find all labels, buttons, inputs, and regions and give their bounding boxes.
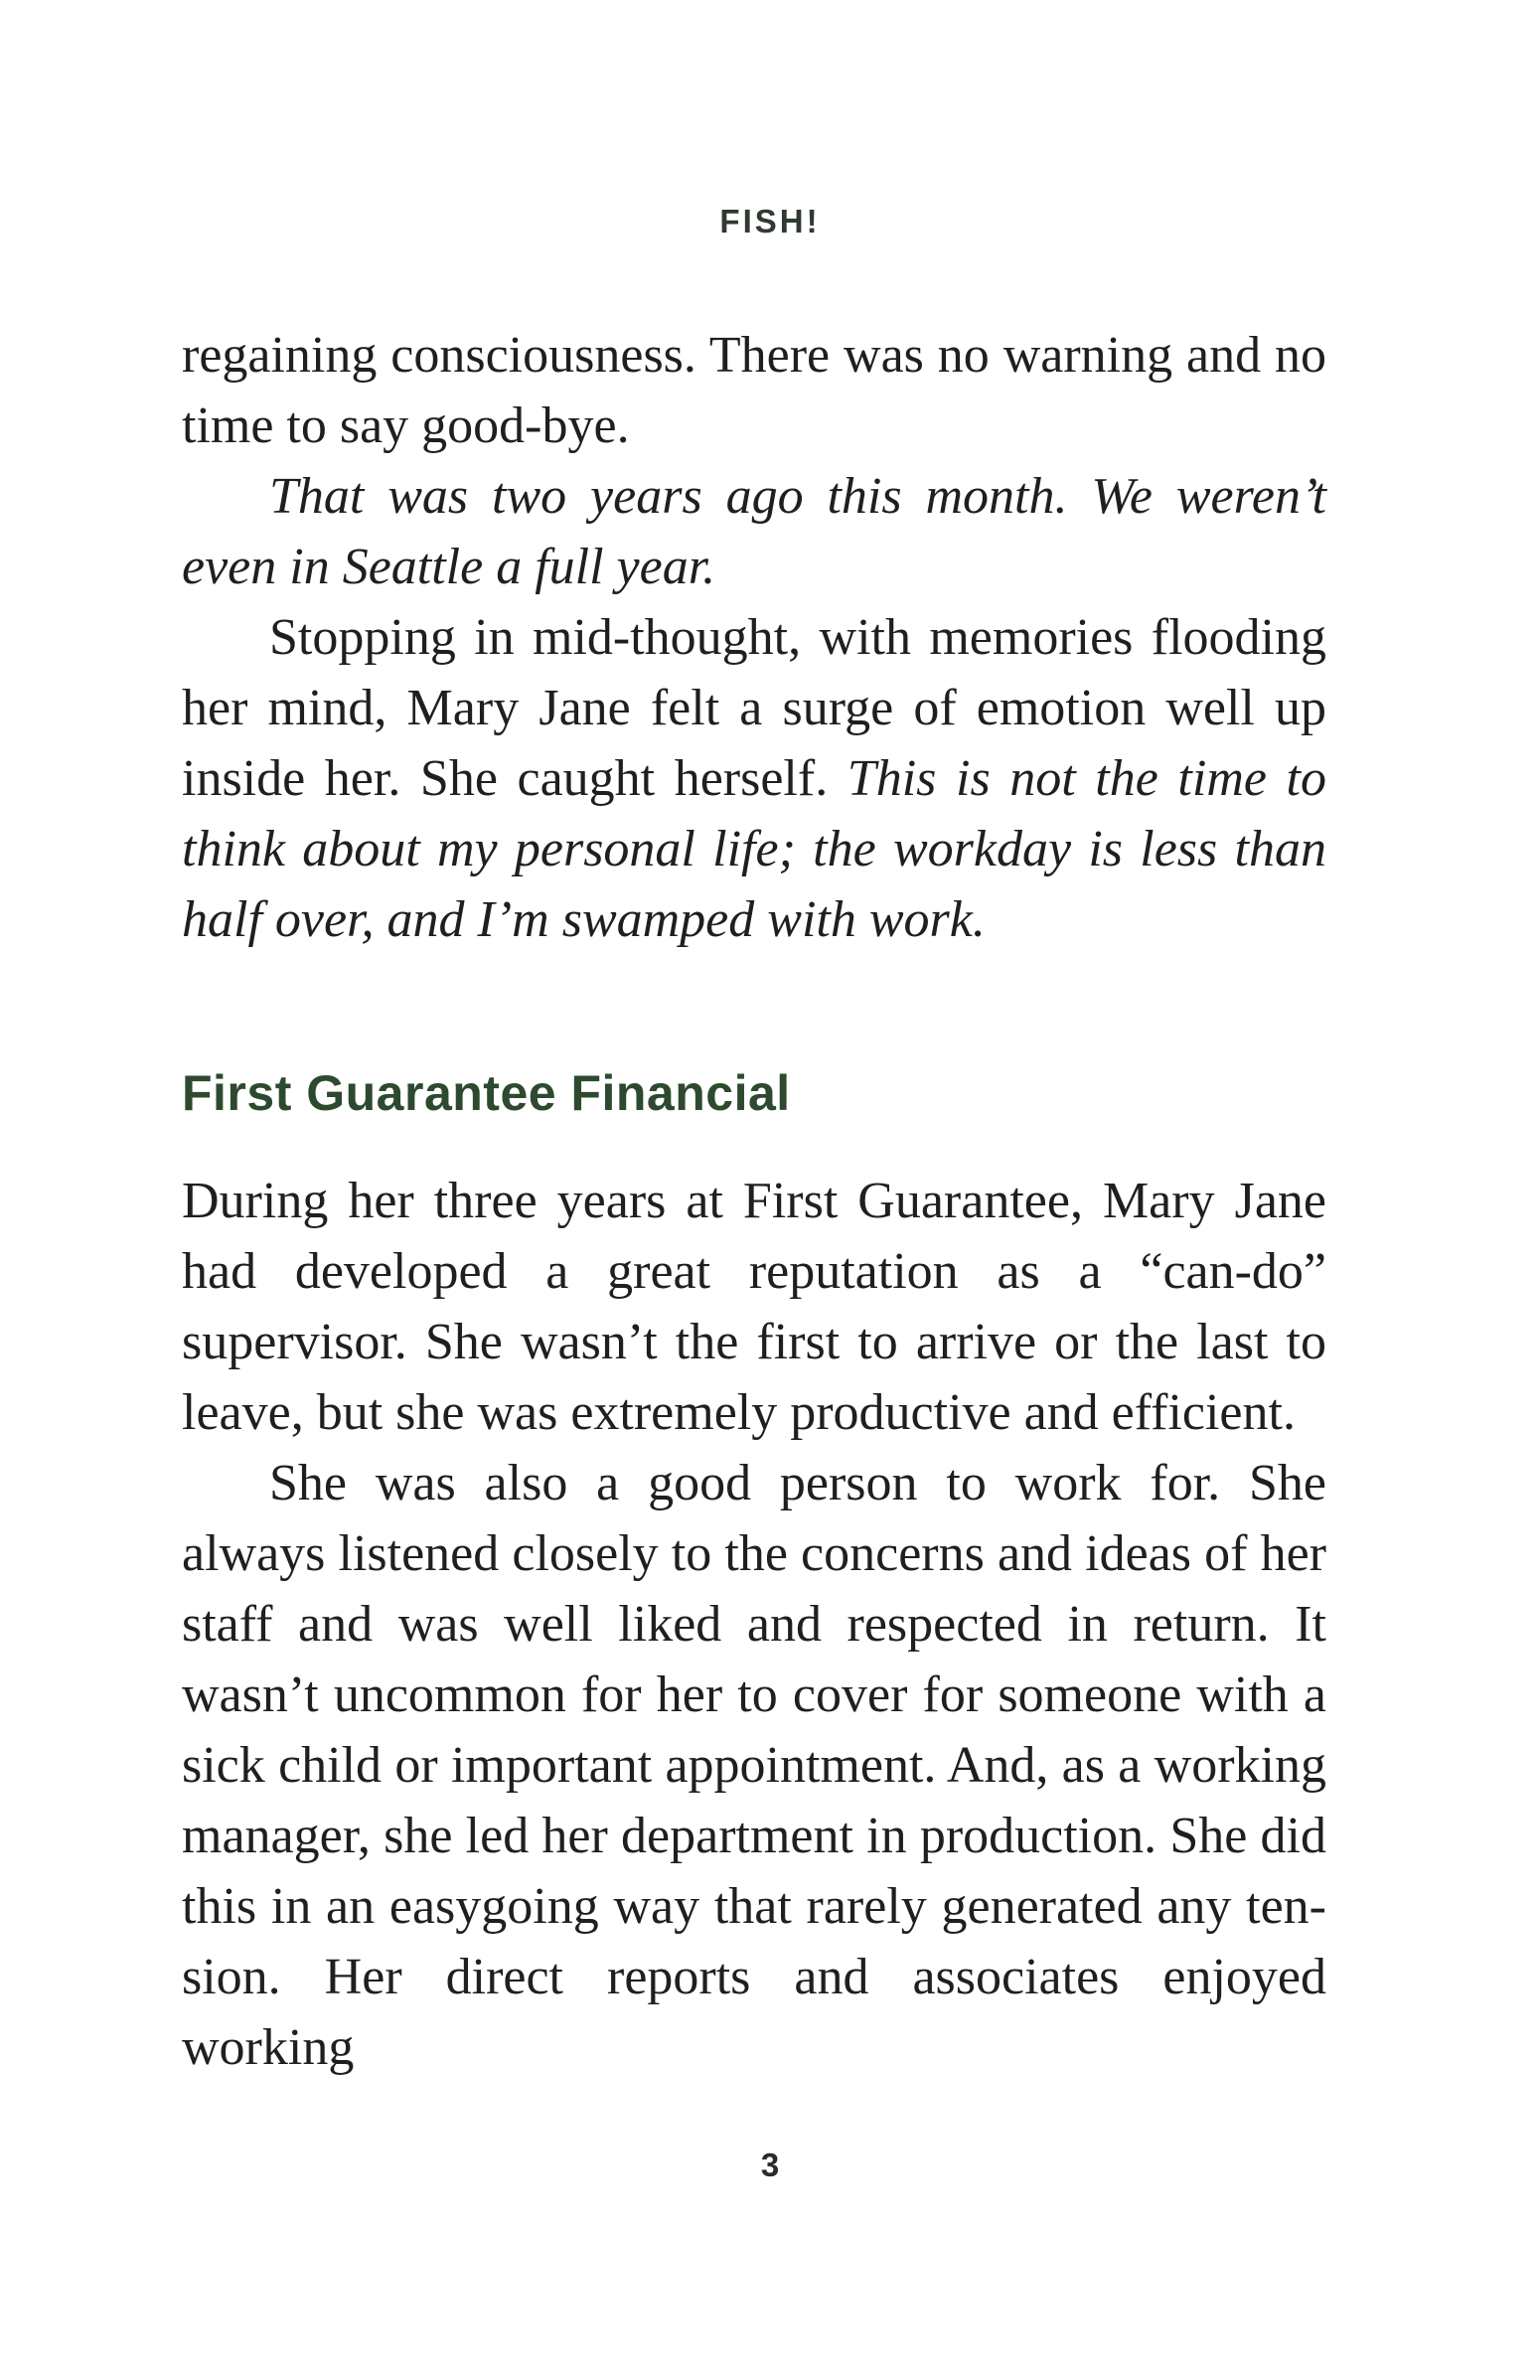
paragraph-stopping-italic: This is not the time to think about my personal life; the workday is less than half over, and I’m swamped with work. [182, 750, 1326, 948]
page-number: 3 [760, 2146, 780, 2183]
body-text-top [182, 320, 1326, 955]
paragraph-reputation: During her three years at First Guarantee, Mary Jane had developed a great reputation as a “can-do” supervisor. She wasn’t the first to arrive or the last to leave, but she was extremely productive and efficient. [182, 1173, 1326, 1441]
paragraph-italic-thought [182, 461, 1326, 602]
italic-thought-text: That was two years ago this month. We weren’t even in Seattle a full year. [182, 468, 1326, 595]
paragraph-continuation: regaining consciousness. There was no warning and no time to say good-bye. [182, 327, 1326, 454]
running-head: FISH! [719, 203, 821, 239]
paragraph-stopping-text: Stopping in mid-thought, with memories flooding her mind, Mary Jane felt a surge of emotion well up inside her. She caught herself. [182, 609, 1326, 807]
section-heading: First Guarantee Financial [182, 1065, 791, 1121]
paragraph-stopping [182, 602, 1326, 955]
body-text-section [182, 1166, 1326, 2083]
paragraph-good-person: She was also a good person to work for. She always listened closely to the concerns and ideas of her staff and was well liked and respected in return. It wasn’t uncommon for her to cover for someone with a sick child or important appointment. And, as a working manager, she led her department in production. She did this in an easygoing way that rarely generated any tension. Her direct reports and associates enjoyed working [182, 1455, 1326, 2076]
